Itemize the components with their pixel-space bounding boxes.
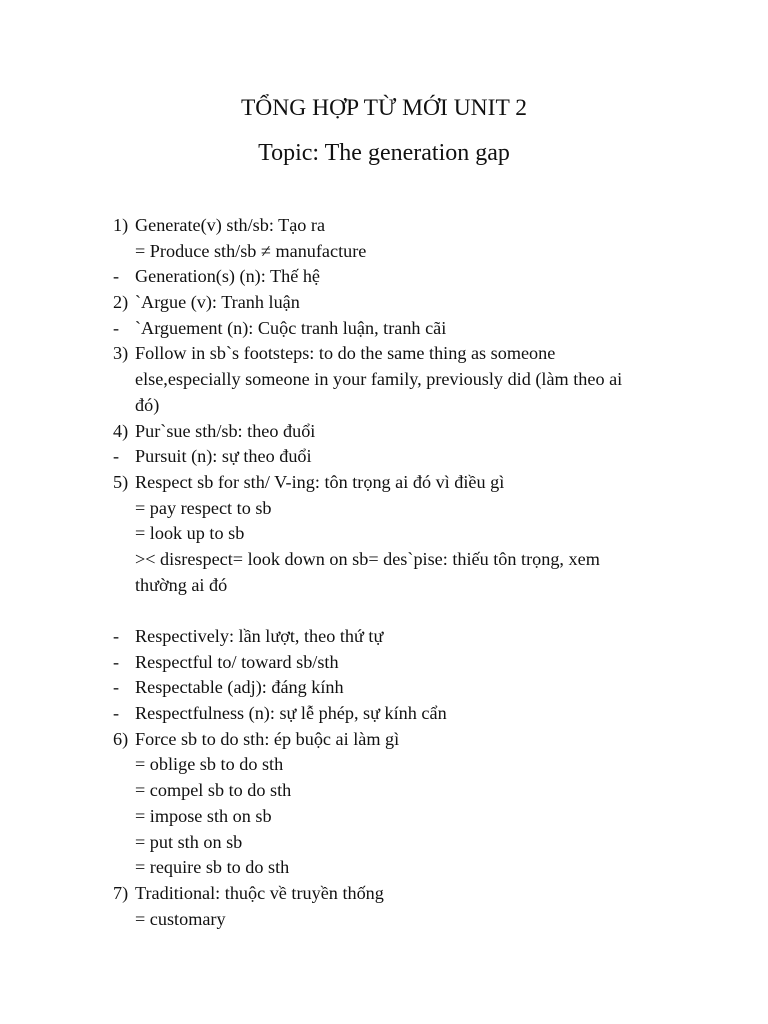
list-item-marker: 1)	[113, 215, 129, 235]
list-item-text: Pursuit (n): sự theo đuổi	[135, 446, 312, 467]
list-item	[0, 521, 768, 547]
list-item	[0, 804, 768, 830]
list-item-text: = compel sb to do sth	[135, 780, 292, 801]
list-item-marker: -	[113, 266, 120, 287]
list-item	[0, 701, 768, 727]
list-item	[0, 547, 768, 573]
list-item-marker: 3)	[113, 343, 129, 364]
list-item-marker: -	[113, 446, 120, 467]
list-item-marker: -	[113, 651, 120, 672]
list-item-text: thường ai đó	[135, 574, 228, 595]
list-item-text: Traditional: thuộc về truyền thống	[135, 882, 384, 903]
list-item	[0, 496, 768, 522]
list-item-text: = Produce sth/sb ≠ manufacture	[135, 240, 367, 261]
list-item-text: Respectable (adj): đáng kính	[135, 677, 344, 698]
list-item	[0, 213, 768, 239]
list-item-marker: 7)	[113, 882, 129, 903]
list-item	[0, 624, 768, 650]
list-item-text: Respectful to/ toward sb/sth	[135, 651, 339, 672]
list-item-text: Respect sb for sth/ V-ing: tôn trọng ai đó vì điều gì	[135, 471, 505, 492]
list-item	[0, 573, 768, 599]
list-item-text: đó)	[135, 394, 160, 415]
list-item-text: Generate(v) sth/sb: Tạo ra	[135, 215, 326, 235]
document-title: TỔNG HỢP TỪ MỚI UNIT 2	[240, 95, 528, 121]
vocabulary-list	[0, 213, 768, 932]
list-item	[0, 290, 768, 316]
list-item-text: = require sb to do sth	[135, 857, 290, 878]
list-item-text: `Argue (v): Tranh luận	[135, 292, 300, 313]
list-item-text: Force sb to do sth: ép buộc ai làm gì	[135, 728, 400, 749]
list-item	[0, 752, 768, 778]
list-item	[0, 393, 768, 419]
list-item-text: = oblige sb to do sth	[135, 754, 284, 775]
list-item-text: Pur`sue sth/sb: theo đuổi	[135, 420, 316, 441]
list-item-text: Respectfulness (n): sự lễ phép, sự kính cẩn	[135, 703, 447, 724]
list-item	[0, 598, 768, 624]
list-item	[0, 444, 768, 470]
list-item	[0, 855, 768, 881]
list-item-marker: -	[113, 703, 120, 724]
list-item	[0, 675, 768, 701]
list-item-text: `Arguement (n): Cuộc tranh luận, tranh cãi	[135, 317, 447, 338]
list-item	[0, 367, 768, 393]
list-item-marker: -	[113, 626, 120, 646]
list-item-text: = customary	[135, 908, 226, 929]
list-item-marker: -	[113, 317, 120, 338]
list-item	[0, 650, 768, 676]
list-item-marker: 6)	[113, 728, 129, 749]
list-item-text: = pay respect to sb	[135, 497, 272, 518]
list-item	[0, 830, 768, 856]
list-item-marker: 2)	[113, 292, 129, 313]
list-item-text: = impose sth on sb	[135, 805, 272, 826]
list-item	[0, 881, 768, 907]
list-item	[0, 907, 768, 933]
list-item	[0, 239, 768, 265]
list-item-text: Generation(s) (n): Thế hệ	[135, 266, 321, 287]
list-item	[0, 778, 768, 804]
document-subtitle: Topic: The generation gap	[258, 140, 510, 166]
list-item	[0, 470, 768, 496]
list-item-marker: 5)	[113, 471, 129, 492]
list-item-marker: -	[113, 677, 120, 698]
list-item	[0, 264, 768, 290]
list-item	[0, 727, 768, 753]
list-item-text: >< disrespect= look down on sb= des`pise: thiếu tôn trọng, xem	[135, 548, 600, 569]
list-item	[0, 316, 768, 342]
list-item-text: = put sth on sb	[135, 831, 243, 852]
list-item-text: else,especially someone in your family, previously did (làm theo ai	[135, 369, 623, 390]
list-item-text: Follow in sb`s footsteps: to do the same thing as someone	[135, 343, 556, 364]
list-item-text: Respectively: lần lượt, theo thứ tự	[135, 626, 384, 646]
list-item	[0, 419, 768, 445]
list-item	[0, 341, 768, 367]
list-item-text: = look up to sb	[135, 523, 245, 544]
list-item-marker: 4)	[113, 420, 129, 441]
